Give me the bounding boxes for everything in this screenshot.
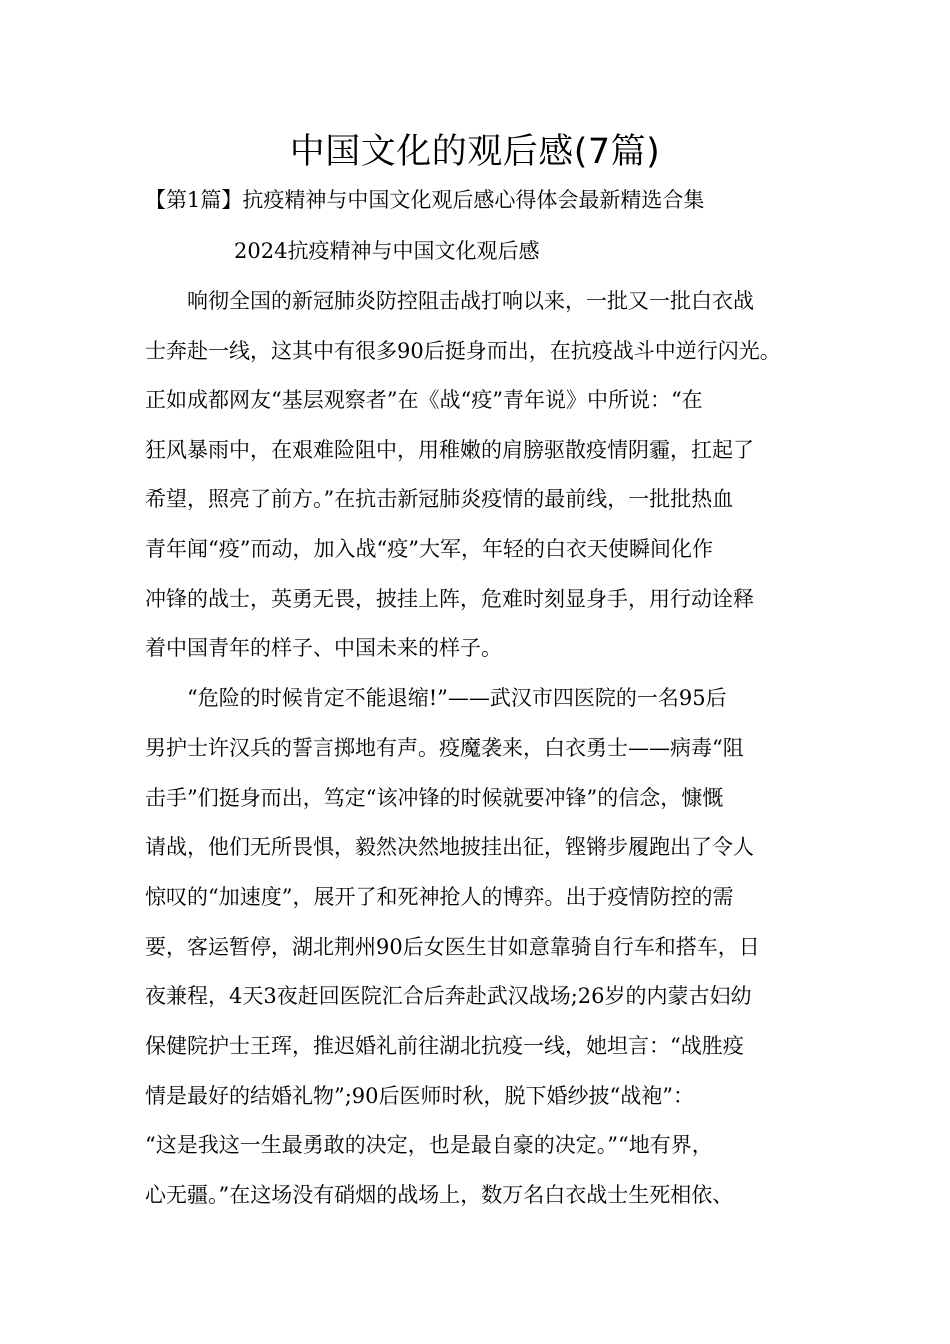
body-line: 男护士许汉兵的誓言掷地有声。疫魔袭来，白衣勇士——病毒“阻: [145, 736, 744, 760]
body-line: 正如成都网友“基层观察者”在《战“疫”青年说》中所说：“在: [145, 388, 703, 412]
body-line: 着中国青年的样子、中国未来的样子。: [145, 636, 502, 660]
body-line: 击手”们挺身而出，笃定“该冲锋的时候就要冲锋”的信念，慷慨: [145, 786, 724, 810]
section-heading: 【第1篇】抗疫精神与中国文化观后感心得体会最新精选合集: [145, 188, 705, 212]
body-line: 士奔赴一线，这其中有很多90后挺身而出，在抗疫战斗中逆行闪光。: [145, 339, 781, 363]
body-line: 惊叹的“加速度”，展开了和死神抢人的博弈。出于疫情防控的需: [145, 885, 734, 909]
body-line: 狂风暴雨中，在艰难险阻中，用稚嫩的肩膀驱散疫情阴霾，扛起了: [145, 438, 754, 462]
body-line: 夜兼程，4天3夜赶回医院汇合后奔赴武汉战场;26岁的内蒙古妇幼: [145, 984, 752, 1008]
body-line: “危险的时候肯定不能退缩!”——武汉市四医院的一名95后: [145, 686, 727, 710]
body-line: 保健院护士王珲，推迟婚礼前往湖北抗疫一线，她坦言：“战胜疫: [145, 1034, 744, 1058]
body-line: “这是我这一生最勇敢的决定，也是最自豪的决定。”“地有界，: [145, 1133, 713, 1157]
article-subtitle: 2024抗疫精神与中国文化观后感: [234, 239, 540, 263]
body-line: 心无疆。”在这场没有硝烟的战场上，数万名白衣战士生死相依、: [145, 1183, 734, 1207]
body-line: 情是最好的结婚礼物”;90后医师时秋，脱下婚纱披“战袍”：: [145, 1084, 695, 1108]
body-line: 请战，他们无所畏惧，毅然决然地披挂出征，铿锵步履跑出了令人: [145, 835, 754, 859]
body-line: 冲锋的战士，英勇无畏，披挂上阵，危难时刻显身手，用行动诠释: [145, 587, 754, 611]
body-line: 青年闻“疫”而动，加入战“疫”大军，年轻的白衣天使瞬间化作: [145, 537, 713, 561]
body-line: 希望，照亮了前方。”在抗击新冠肺炎疫情的最前线，一批批热血: [145, 487, 734, 511]
body-line: 要，客运暂停，湖北荆州90后女医生甘如意靠骑自行车和搭车，日: [145, 935, 760, 959]
document-title: 中国文化的观后感(7篇): [289, 132, 661, 172]
body-line: 响彻全国的新冠肺炎防控阻击战打响以来，一批又一批白衣战: [145, 289, 754, 313]
